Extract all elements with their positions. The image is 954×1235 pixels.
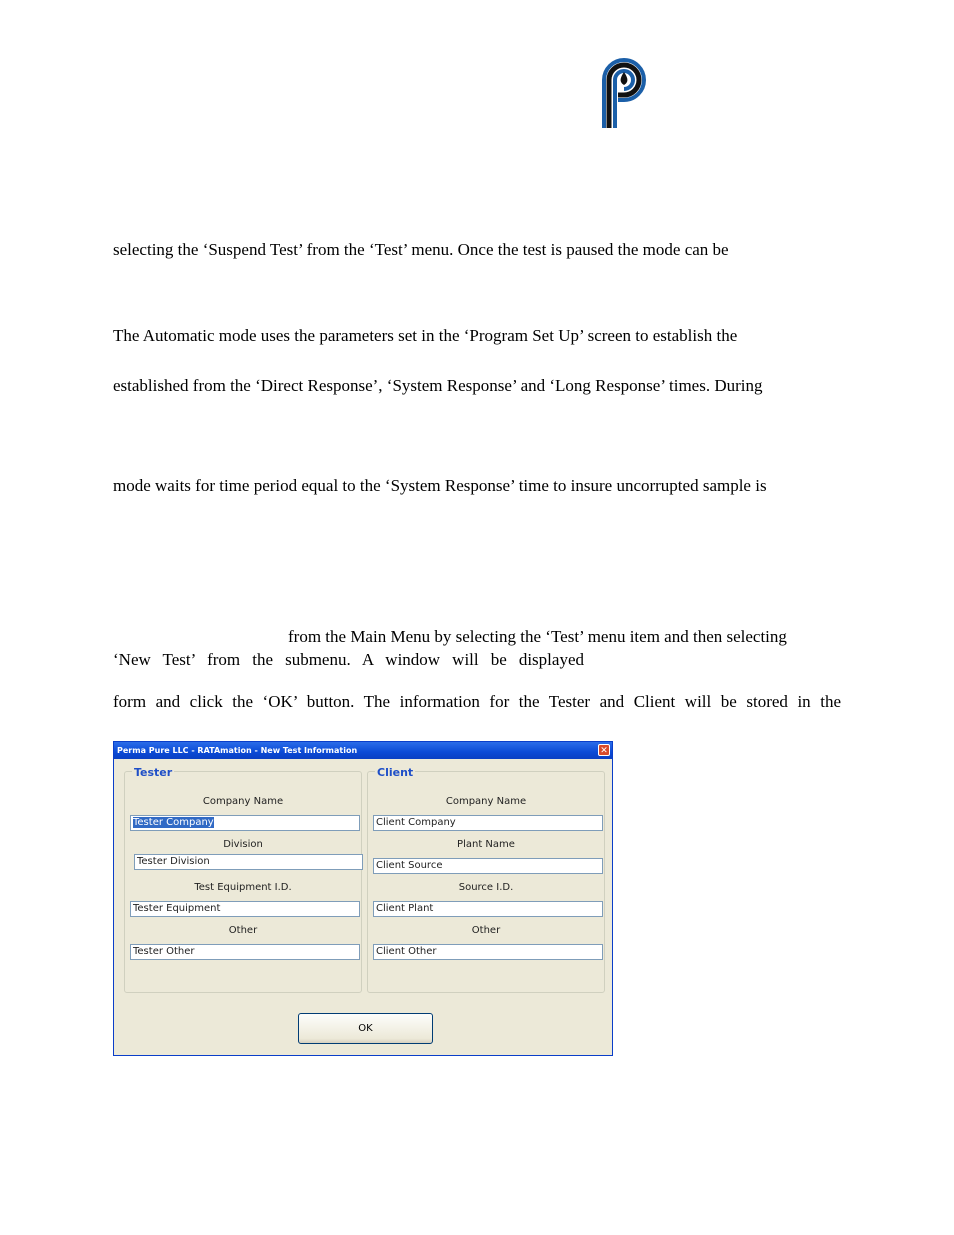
client-plant-label: Plant Name: [457, 839, 515, 850]
client-company-label: Company Name: [445, 796, 527, 807]
text-line: established from the ‘Direct Response’, ‘System Response’ and ‘Long Response’ times. During: [113, 376, 763, 395]
client-source-field[interactable]: Client Plant: [373, 901, 603, 917]
tester-group: [124, 766, 362, 993]
text-line: selecting the ‘Suspend Test’ from the ‘Test’ menu. Once the test is paused the mode can be: [113, 240, 729, 259]
tester-division-label: Division: [223, 839, 263, 850]
dialog-title: Perma Pure LLC - RATAmation - New Test Information: [117, 746, 358, 755]
tester-company-field[interactable]: [130, 815, 360, 831]
client-source-label: Source I.D.: [458, 882, 514, 893]
client-other-field[interactable]: Client Other: [373, 944, 603, 960]
ok-button[interactable]: OK: [298, 1013, 433, 1044]
text-line: mode waits for time period equal to the ‘System Response’ time to insure uncorrupted sample is: [113, 476, 767, 495]
client-other-label: Other: [471, 925, 501, 936]
client-group: [367, 766, 605, 993]
tester-equipment-field[interactable]: Tester Equipment: [130, 901, 360, 917]
client-plant-field[interactable]: Client Source: [373, 858, 603, 874]
close-icon[interactable]: ✕: [598, 744, 610, 756]
tester-legend: Tester: [134, 766, 173, 779]
text-line: ‘New Test’ from the submenu. A window will be displayed: [113, 650, 584, 669]
new-test-information-dialog: [113, 741, 613, 1056]
client-legend: Client: [377, 766, 414, 779]
dialog-titlebar: [114, 742, 612, 759]
perma-pure-logo: [598, 54, 656, 128]
text-line: form and click the ‘OK’ button. The information for the Tester and Client will be stored in the: [113, 692, 841, 711]
tester-equipment-label: Test Equipment I.D.: [194, 882, 292, 893]
text-line: from the Main Menu by selecting the ‘Test’ menu item and then selecting: [288, 627, 787, 646]
client-company-field[interactable]: Client Company: [373, 815, 603, 831]
text-line: The Automatic mode uses the parameters set in the ‘Program Set Up’ screen to establish the: [113, 326, 738, 345]
tester-other-field[interactable]: Tester Other: [130, 944, 360, 960]
tester-company-label: Company Name: [202, 796, 284, 807]
tester-company-value: Tester Company: [133, 817, 214, 828]
tester-other-label: Other: [228, 925, 258, 936]
tester-division-field[interactable]: Tester Division: [134, 854, 363, 870]
